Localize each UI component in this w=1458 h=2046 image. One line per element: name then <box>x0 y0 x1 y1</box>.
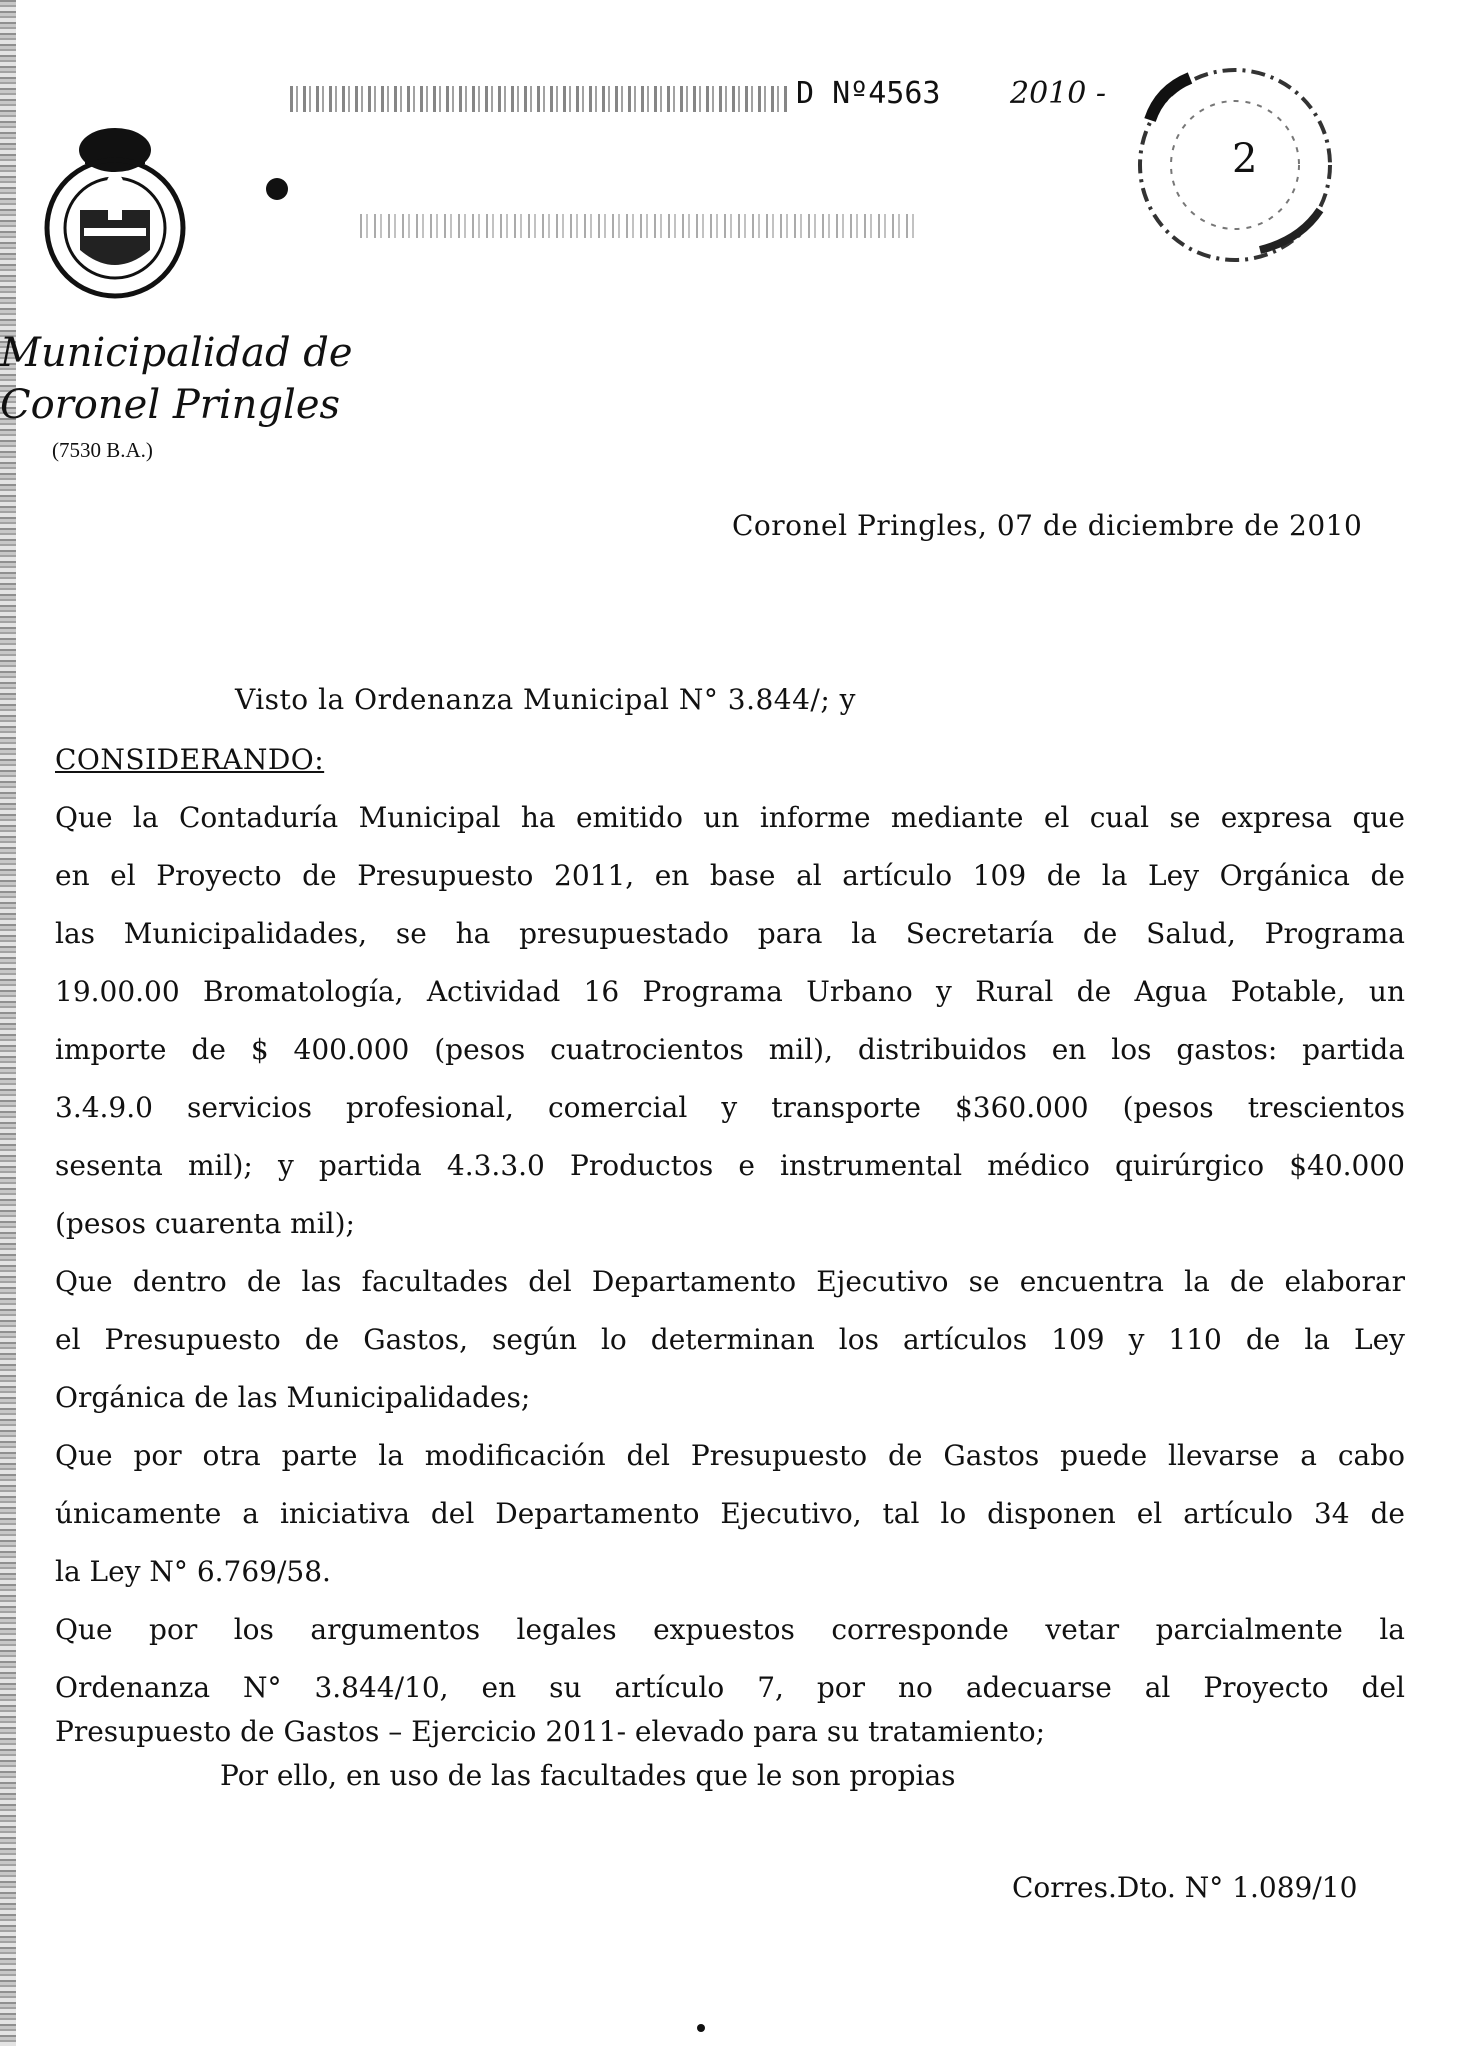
letterhead-postal-code: (7530 B.A.) <box>52 438 153 462</box>
registration-number: D Nº4563 <box>796 76 941 111</box>
body-line: Que por los argumentos legales expuestos corresponde vetar parcialmente la <box>55 1613 1405 1646</box>
body-line: (pesos cuarenta mil); <box>55 1207 355 1240</box>
municipal-crest-icon <box>40 110 190 300</box>
body-line: Que dentro de las facultades del Departamento Ejecutivo se encuentra la de elaborar <box>55 1265 1405 1298</box>
ink-dot-bottom <box>697 2024 705 2032</box>
body-line: Presupuesto de Gastos – Ejercicio 2011- elevado para su tratamiento; <box>55 1715 1046 1748</box>
round-stamp-icon <box>1120 50 1350 280</box>
registration-stamp-smudge <box>290 86 790 112</box>
body-line: 19.00.00 Bromatología, Actividad 16 Programa Urbano y Rural de Agua Potable, un <box>55 975 1405 1008</box>
correspondence-decree-number: Corres.Dto. N° 1.089/10 <box>1012 1871 1358 1904</box>
round-stamp-number: 2 <box>1232 136 1258 182</box>
ink-dot <box>266 178 288 200</box>
body-line: Orgánica de las Municipalidades; <box>55 1381 531 1414</box>
registration-stamp-smudge-2 <box>360 214 920 238</box>
visto-line: Visto la Ordenanza Municipal N° 3.844/; y <box>235 683 856 716</box>
body-line: en el Proyecto de Presupuesto 2011, en base al artículo 109 de la Ley Orgánica de <box>55 859 1405 892</box>
body-line: únicamente a iniciativa del Departamento Ejecutivo, tal lo disponen el artículo 34 de <box>55 1497 1405 1530</box>
body-line: el Presupuesto de Gastos, según lo determinan los artículos 109 y 110 de la Ley <box>55 1323 1405 1356</box>
body-line: Que por otra parte la modificación del Presupuesto de Gastos puede llevarse a cabo <box>55 1439 1405 1472</box>
document-date: Coronel Pringles, 07 de diciembre de 2010 <box>732 509 1363 542</box>
body-line: Ordenanza N° 3.844/10, en su artículo 7, por no adecuarse al Proyecto del <box>55 1671 1405 1704</box>
scan-edge-artifact <box>0 0 16 2046</box>
letterhead-city: Coronel Pringles <box>0 382 341 428</box>
considerando-heading: CONSIDERANDO: <box>55 743 325 776</box>
registration-year: 2010 - <box>1010 76 1107 111</box>
body-line: 3.4.9.0 servicios profesional, comercial y transporte $360.000 (pesos trescientos <box>55 1091 1405 1124</box>
por-ello-line: Por ello, en uso de las facultades que le son propias <box>220 1759 956 1792</box>
body-line: importe de $ 400.000 (pesos cuatrocientos mil), distribuidos en los gastos: partida <box>55 1033 1405 1066</box>
body-line: las Municipalidades, se ha presupuestado para la Secretaría de Salud, Programa <box>55 917 1405 950</box>
letterhead-municipality: Municipalidad de <box>0 330 353 376</box>
body-line: la Ley N° 6.769/58. <box>55 1555 331 1588</box>
body-line: sesenta mil); y partida 4.3.3.0 Productos e instrumental médico quirúrgico $40.000 <box>55 1149 1405 1182</box>
body-line: Que la Contaduría Municipal ha emitido un informe mediante el cual se expresa que <box>55 801 1405 834</box>
